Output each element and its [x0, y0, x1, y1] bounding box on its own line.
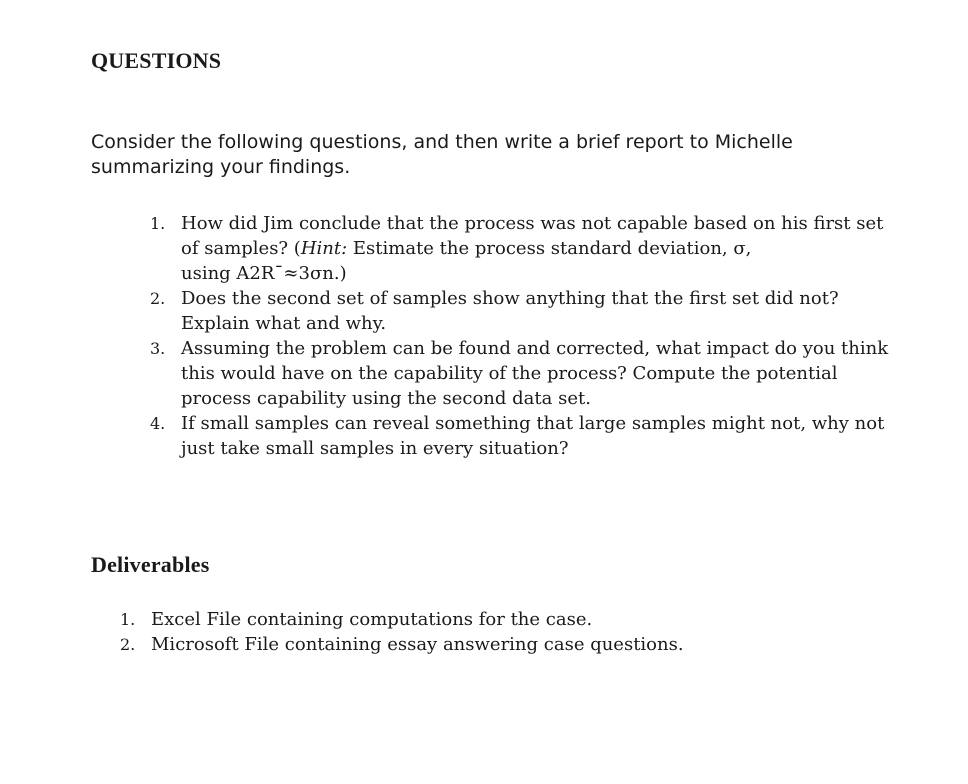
question-number: 1.: [150, 214, 166, 233]
question-line: Assuming the problem can be found and corrected, what impact do you think: [181, 338, 889, 359]
deliverable-text: Microsoft File containing essay answering case questions.: [151, 634, 684, 655]
hint-label: Hint:: [300, 238, 348, 259]
question-line: using A2R¯≈3σn.): [181, 263, 347, 284]
question-line: Does the second set of samples show anything that the first set did not?: [181, 288, 839, 309]
question-line: If small samples can reveal something that large samples might not, why not: [181, 413, 885, 434]
question-text: Estimate the process standard deviation, σ,: [347, 238, 752, 259]
question-line: just take small samples in every situation?: [181, 438, 569, 459]
question-item: [150, 211, 884, 286]
deliverable-item: [120, 632, 820, 657]
intro-line: Consider the following questions, and then write a brief report to Michelle: [91, 131, 793, 153]
question-line: How did Jim conclude that the process was not capable based on his first set: [181, 213, 884, 234]
deliverables-heading: Deliverables: [91, 552, 210, 577]
question-line: this would have on the capability of the process? Compute the potential: [181, 363, 838, 384]
deliverable-number: 1.: [120, 610, 136, 629]
question-item: [150, 336, 889, 411]
question-number: 4.: [150, 414, 166, 433]
question-text: of samples? (: [181, 238, 301, 259]
question-item: [150, 286, 880, 336]
question-number: 2.: [150, 289, 166, 308]
question-line: Explain what and why.: [181, 313, 387, 334]
deliverable-number: 2.: [120, 635, 136, 654]
question-line: process capability using the second data set.: [181, 388, 591, 409]
deliverable-text: Excel File containing computations for the case.: [151, 609, 593, 630]
intro-line: summarizing your findings.: [91, 156, 351, 178]
questions-heading: QUESTIONS: [91, 48, 222, 73]
question-item: [150, 411, 885, 461]
deliverable-item: [120, 607, 820, 632]
questions-list: [150, 211, 889, 461]
question-line: [181, 236, 880, 261]
question-number: 3.: [150, 339, 166, 358]
intro-paragraph: [91, 130, 881, 180]
deliverables-list: [120, 607, 820, 657]
